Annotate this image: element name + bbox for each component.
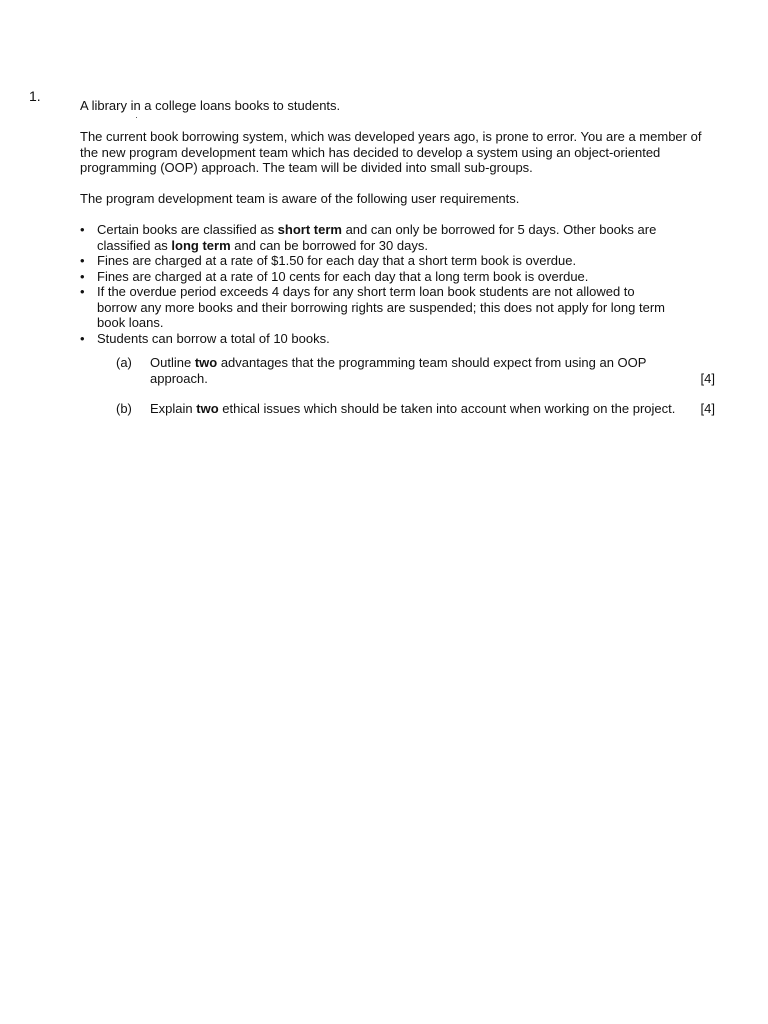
part-a-label: (a)	[116, 355, 132, 370]
bullet-icon: •	[80, 268, 85, 284]
question-content	[80, 98, 720, 432]
question-text: advantages that the programming team should expect from using an OOP approach.	[150, 355, 647, 386]
requirements-list	[80, 222, 720, 346]
list-item	[80, 269, 672, 285]
list-item	[80, 331, 672, 347]
requirement-text: Certain books are classified as	[97, 222, 278, 237]
part-b-label: (b)	[116, 401, 132, 416]
part-b-question	[150, 401, 680, 417]
bullet-icon: •	[80, 284, 85, 299]
requirement-term: long term	[171, 237, 231, 253]
question-number: 1.	[29, 88, 41, 104]
part-a-question	[150, 355, 680, 386]
requirement-term: short term	[277, 222, 342, 237]
question-emphasis: two	[196, 401, 219, 416]
requirement-text: and can be borrowed for 30 days.	[230, 237, 428, 253]
bullet-icon: •	[80, 253, 85, 268]
question-text: Explain	[150, 401, 197, 416]
part-a-marks: [4]	[700, 370, 715, 386]
bullet-icon: •	[80, 222, 85, 237]
question-text: ethical issues which should be taken into account when working on the project.	[218, 401, 676, 416]
requirement-text: Fines are charged at a rate of $1.50 for each day that a short term book is overdue.	[97, 253, 577, 268]
list-item	[80, 284, 672, 331]
intro-sentence: A library in a college loans books to students.	[80, 98, 341, 113]
part-a	[80, 355, 720, 386]
requirement-text: Students can borrow a total of 10 books.	[97, 330, 330, 346]
requirement-text: If the overdue period exceeds 4 days for any short term loan book students are not allowed to borrow any more books and their borrowing rights are suspended; this does not apply for long term book loans.	[97, 284, 665, 330]
requirement-text: and can only be borrowed for 5 days. Other books are classified as	[97, 222, 657, 253]
list-item	[80, 253, 672, 269]
context-paragraph: The current book borrowing system, which was developed years ago, is prone to error. You are a member of the new program development team which has decided to develop a system using an object-oriented programming (OOP) approach. The team will be divided into small sub-groups.	[80, 129, 702, 175]
question-emphasis: two	[194, 355, 218, 370]
requirement-text: Fines are charged at a rate of 10 cents for each day that a long term book is overdue.	[97, 268, 589, 284]
requirements-intro: The program development team is aware of the following user requirements.	[80, 191, 520, 206]
bullet-icon: •	[80, 330, 85, 346]
list-item	[80, 222, 672, 253]
part-b-marks: [4]	[700, 401, 715, 416]
question-text: Outline	[150, 355, 195, 370]
part-b	[80, 401, 720, 417]
